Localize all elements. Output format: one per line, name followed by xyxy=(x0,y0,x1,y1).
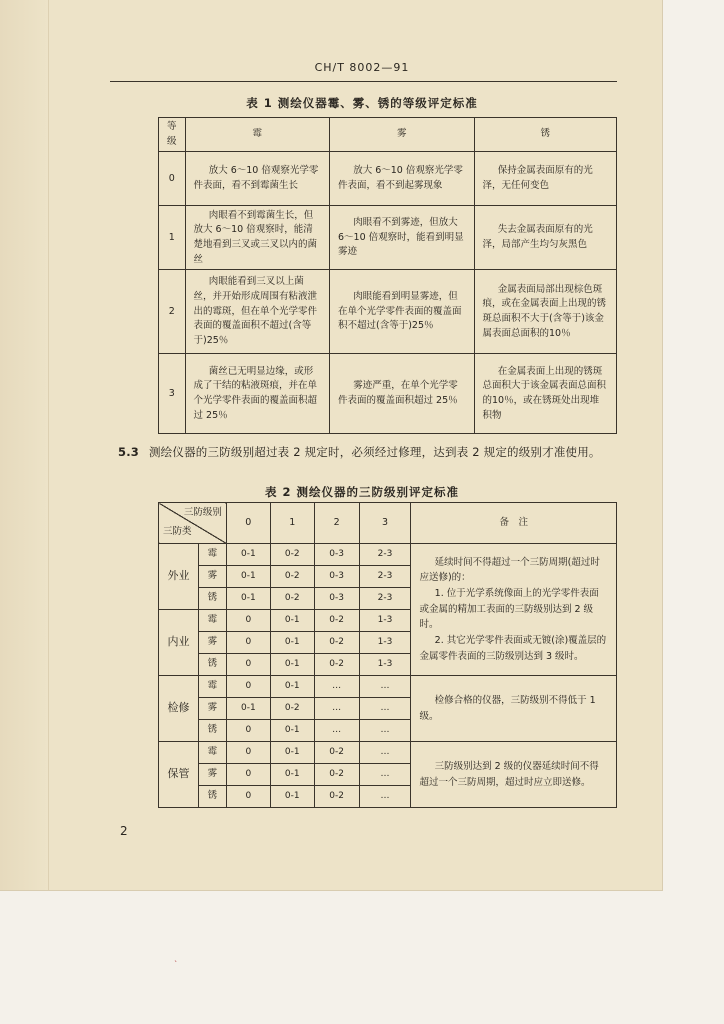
rust-cell: 在金属表面上出现的锈斑总面积大于该金属表面总面积的10％，或在锈斑处出现堆积物 xyxy=(474,354,616,434)
value-cell: 0-2 xyxy=(270,588,314,610)
value-cell: … xyxy=(359,764,411,786)
type-cell: 霉 xyxy=(198,544,226,566)
type-cell: 雾 xyxy=(198,698,226,720)
level-header: 2 xyxy=(314,503,359,544)
value-cell: 0-3 xyxy=(314,544,359,566)
fog-cell: 肉眼看不到雾迹，但放大 6～10 倍观察时，能看到明显雾迹 xyxy=(330,206,475,270)
type-cell: 锈 xyxy=(198,588,226,610)
value-cell: 0 xyxy=(226,610,270,632)
mold-cell: 菌丝已无明显边缘，或形成了干结的粘液斑痕，并在单个光学零件表面的覆盖面积超过 25％ xyxy=(185,354,330,434)
level-cell: 0 xyxy=(159,152,186,206)
value-cell: … xyxy=(359,742,411,764)
value-cell: 0-2 xyxy=(314,632,359,654)
mold-cell: 肉眼看不到霉菌生长，但放大 6～10 倍观察时，能清楚地看到三叉或三叉以内的菌丝 xyxy=(185,206,330,270)
header-mold: 霉 xyxy=(185,118,330,152)
value-cell: … xyxy=(314,676,359,698)
value-cell: 0-1 xyxy=(270,720,314,742)
fog-cell: 肉眼能看到明显雾迹，但在单个光学零件表面的覆盖面积不超过(含等于)25％ xyxy=(330,270,475,354)
value-cell: 1-3 xyxy=(359,632,411,654)
value-cell: 1-3 xyxy=(359,610,411,632)
mold-cell: 放大 6～10 倍观察光学零件表面，看不到霉菌生长 xyxy=(185,152,330,206)
diagonal-header-cell xyxy=(159,503,227,544)
level-cell: 1 xyxy=(159,206,186,270)
table2-caption: 表 2 测绘仪器的三防级别评定标准 xyxy=(264,485,459,499)
value-cell: 0 xyxy=(226,654,270,676)
level-cell: 2 xyxy=(159,270,186,354)
fog-cell: 放大 6～10 倍观察光学零件表面，看不到起雾现象 xyxy=(330,152,475,206)
rust-cell: 金属表面局部出现棕色斑痕，或在金属表面上出现的锈斑总面积不大于(含等于)该金属表面总面积的10％ xyxy=(474,270,616,354)
value-cell: … xyxy=(359,720,411,742)
level-header: 3 xyxy=(359,503,411,544)
value-cell: 0-1 xyxy=(270,742,314,764)
mold-cell: 肉眼能看到三叉以上菌丝，并开始形成周围有粘液泄出的霉斑，但在单个光学零件表面的覆盖面积不超过(含等于)25％ xyxy=(185,270,330,354)
value-cell: 0-2 xyxy=(270,566,314,588)
remark-repair: 检修合格的仪器，三防级别不得低于 1 级。 xyxy=(411,676,617,742)
value-cell: 0 xyxy=(226,764,270,786)
table-row xyxy=(159,354,617,434)
type-cell: 雾 xyxy=(198,566,226,588)
remark-header: 备 注 xyxy=(411,503,617,544)
header-fog: 雾 xyxy=(330,118,475,152)
value-cell: 0 xyxy=(226,720,270,742)
table-row xyxy=(159,270,617,354)
table-row xyxy=(159,742,617,764)
value-cell: 0 xyxy=(226,786,270,808)
remark-item-1: 1. 位于光学系统像面上的光学零件表面或金属的精加工表面的三防级别达到 2 级时。 xyxy=(419,587,599,631)
group-storage: 保管 xyxy=(159,742,199,808)
value-cell: 2-3 xyxy=(359,588,411,610)
table-header-row xyxy=(159,503,617,544)
value-cell: 0-1 xyxy=(226,544,270,566)
table2 xyxy=(158,502,617,808)
header-level: 等级 xyxy=(159,118,186,152)
table-header-row xyxy=(159,118,617,152)
group-office: 内业 xyxy=(159,610,199,676)
value-cell: 0-1 xyxy=(226,566,270,588)
page-fold-shadow xyxy=(0,0,49,890)
group-repair: 检修 xyxy=(159,676,199,742)
type-cell: 雾 xyxy=(198,764,226,786)
value-cell: 0 xyxy=(226,742,270,764)
value-cell: 0-2 xyxy=(270,544,314,566)
value-cell: 0-2 xyxy=(314,742,359,764)
value-cell: 0-2 xyxy=(314,764,359,786)
value-cell: 0 xyxy=(226,676,270,698)
value-cell: 0-1 xyxy=(226,588,270,610)
fog-cell: 雾迹严重，在单个光学零件表面的覆盖面积超过 25％ xyxy=(330,354,475,434)
remark-intro: 延续时间不得超过一个三防周期(超过时应送修)的： xyxy=(419,556,600,584)
value-cell: … xyxy=(314,698,359,720)
value-cell: 0-1 xyxy=(226,698,270,720)
value-cell: 0-1 xyxy=(270,786,314,808)
table-row xyxy=(159,206,617,270)
clause-number: 5.3 xyxy=(118,445,139,459)
type-cell: 锈 xyxy=(198,720,226,742)
header-rust: 锈 xyxy=(474,118,616,152)
group-field: 外业 xyxy=(159,544,199,610)
value-cell: … xyxy=(359,698,411,720)
header-rule xyxy=(110,81,617,82)
corner-bottom-label: 三防类 xyxy=(163,526,192,538)
table-row xyxy=(159,152,617,206)
remark-storage: 三防级别达到 2 级的仪器延续时间不得超过一个三防周期，超过时应立即送修。 xyxy=(411,742,617,808)
table1 xyxy=(158,117,617,434)
type-cell: 雾 xyxy=(198,632,226,654)
value-cell: 0-1 xyxy=(270,610,314,632)
table-row xyxy=(159,544,617,566)
page-number: 2 xyxy=(120,824,128,838)
value-cell: … xyxy=(359,676,411,698)
value-cell: 0-2 xyxy=(314,786,359,808)
remark-item-2: 2. 其它光学零件表面或无镀(涂)覆盖层的金属零件表面的三防级别达到 3 级时。 xyxy=(419,635,607,662)
type-cell: 霉 xyxy=(198,610,226,632)
type-cell: 霉 xyxy=(198,676,226,698)
value-cell: … xyxy=(359,786,411,808)
clause-5-3 xyxy=(118,444,628,460)
remark-field-work xyxy=(411,544,617,676)
value-cell: … xyxy=(314,720,359,742)
type-cell: 霉 xyxy=(198,742,226,764)
type-cell: 锈 xyxy=(198,786,226,808)
value-cell: 0-1 xyxy=(270,764,314,786)
value-cell: 0-3 xyxy=(314,566,359,588)
value-cell: 0-2 xyxy=(314,654,359,676)
value-cell: 0-2 xyxy=(314,610,359,632)
type-cell: 锈 xyxy=(198,654,226,676)
table1-caption: 表 1 测绘仪器霉、雾、锈的等级评定标准 xyxy=(246,96,478,110)
stray-mark: ` xyxy=(174,960,178,969)
rust-cell: 保持金属表面原有的光泽，无任何变色 xyxy=(474,152,616,206)
level-header: 0 xyxy=(226,503,270,544)
value-cell: 1-3 xyxy=(359,654,411,676)
value-cell: 2-3 xyxy=(359,566,411,588)
value-cell: 2-3 xyxy=(359,544,411,566)
standard-code: CH/T 8002—91 xyxy=(314,61,410,74)
table-row xyxy=(159,676,617,698)
value-cell: 0-3 xyxy=(314,588,359,610)
value-cell: 0 xyxy=(226,632,270,654)
value-cell: 0-1 xyxy=(270,654,314,676)
clause-text: 测绘仪器的三防级别超过表 2 规定时，必须经过修理，达到表 2 规定的级别才准使用。 xyxy=(148,445,601,459)
corner-top-label: 三防级别 xyxy=(183,507,222,518)
value-cell: 0-1 xyxy=(270,632,314,654)
level-cell: 3 xyxy=(159,354,186,434)
value-cell: 0-2 xyxy=(270,698,314,720)
value-cell: 0-1 xyxy=(270,676,314,698)
rust-cell: 失去金属表面原有的光泽，局部产生均匀灰黑色 xyxy=(474,206,616,270)
level-header: 1 xyxy=(270,503,314,544)
